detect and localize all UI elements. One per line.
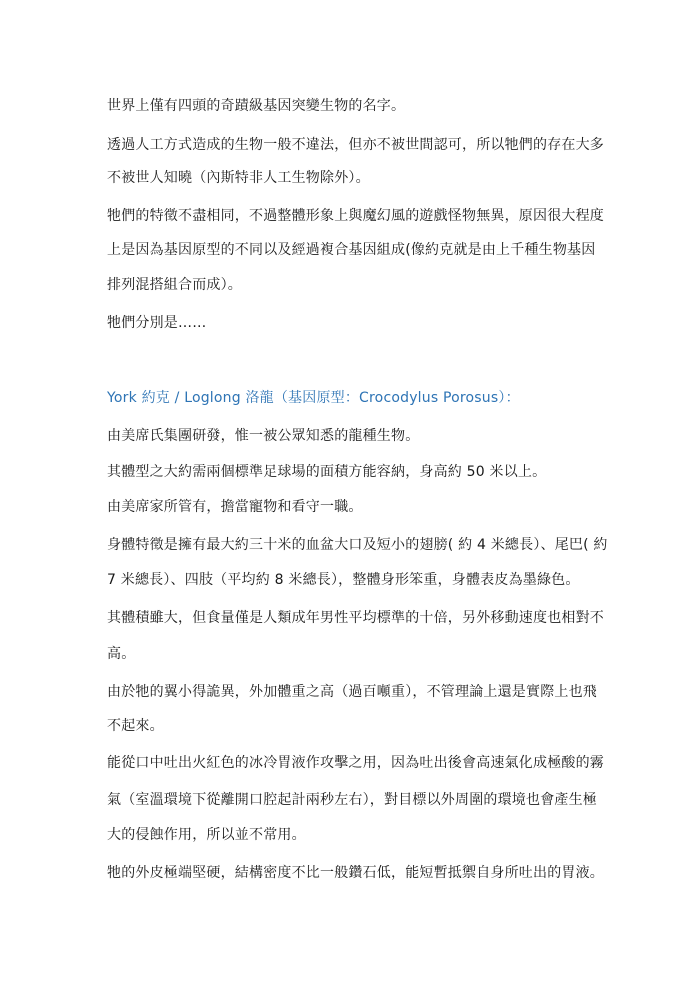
intro-line-7: 牠們分別是…… xyxy=(107,315,207,331)
section-heading: York 約克 / Loglong 洛龍（基因原型：Crocodylus Porosus）： xyxy=(107,390,520,406)
section-line-4: 身體特徵是擁有最大約三十米的血盆大口及短小的翅膀( 約 4 米總長）、尾巴( 約 xyxy=(107,537,608,553)
section-line-2: 其體型之大約需兩個標準足球場的面積方能容納，身高約 50 米以上。 xyxy=(107,464,547,480)
section-line-5: 7 米總長）、四肢（平均約 8 米總長），整體身形笨重，身體表皮為墨綠色。 xyxy=(107,572,580,588)
section-line-9: 不起來。 xyxy=(107,718,164,734)
intro-line-1: 世界上僅有四頭的奇蹟級基因突變生物的名字。 xyxy=(107,98,406,114)
section-line-13: 牠的外皮極端堅硬，結構密度不比一般鑽石低，能短暫抵禦自身所吐出的胃液。 xyxy=(107,865,604,881)
intro-line-3: 不被世人知曉（內斯特非人工生物除外）。 xyxy=(107,170,370,186)
section-line-12: 大的侵蝕作用，所以並不常用。 xyxy=(107,827,306,843)
intro-line-2: 透過人工方式造成的生物一般不違法，但亦不被世間認可，所以牠們的存在大多 xyxy=(107,137,604,153)
section-line-8: 由於牠的翼小得詭異，外加體重之高（過百噸重），不管理論上還是實際上也飛 xyxy=(107,684,597,700)
section-line-6: 其體積雖大，但食量僅是人類成年男性平均標準的十倍，另外移動速度也相對不 xyxy=(107,610,604,626)
section-line-3: 由美席家所管有，擔當寵物和看守一職。 xyxy=(107,499,363,515)
section-line-7: 高。 xyxy=(107,646,136,662)
intro-line-5: 上是因為基因原型的不同以及經過複合基因組成(像約克就是由上千種生物基因 xyxy=(107,242,596,258)
intro-line-4: 牠們的特徵不盡相同，不過整體形象上與魔幻風的遊戲怪物無異，原因很大程度 xyxy=(107,208,604,224)
section-line-1: 由美席氏集團研發，惟一被公眾知悉的龍種生物。 xyxy=(107,428,420,444)
section-line-11: 氣（室溫環境下從離開口腔起計兩秒左右），對目標以外周圍的環境也會產生極 xyxy=(107,792,597,808)
intro-line-6: 排列混搭組合而成）。 xyxy=(107,277,242,293)
section-line-10: 能從口中吐出火紅色的冰冷胃液作攻擊之用，因為吐出後會高速氣化成極酸的霧 xyxy=(107,755,604,771)
